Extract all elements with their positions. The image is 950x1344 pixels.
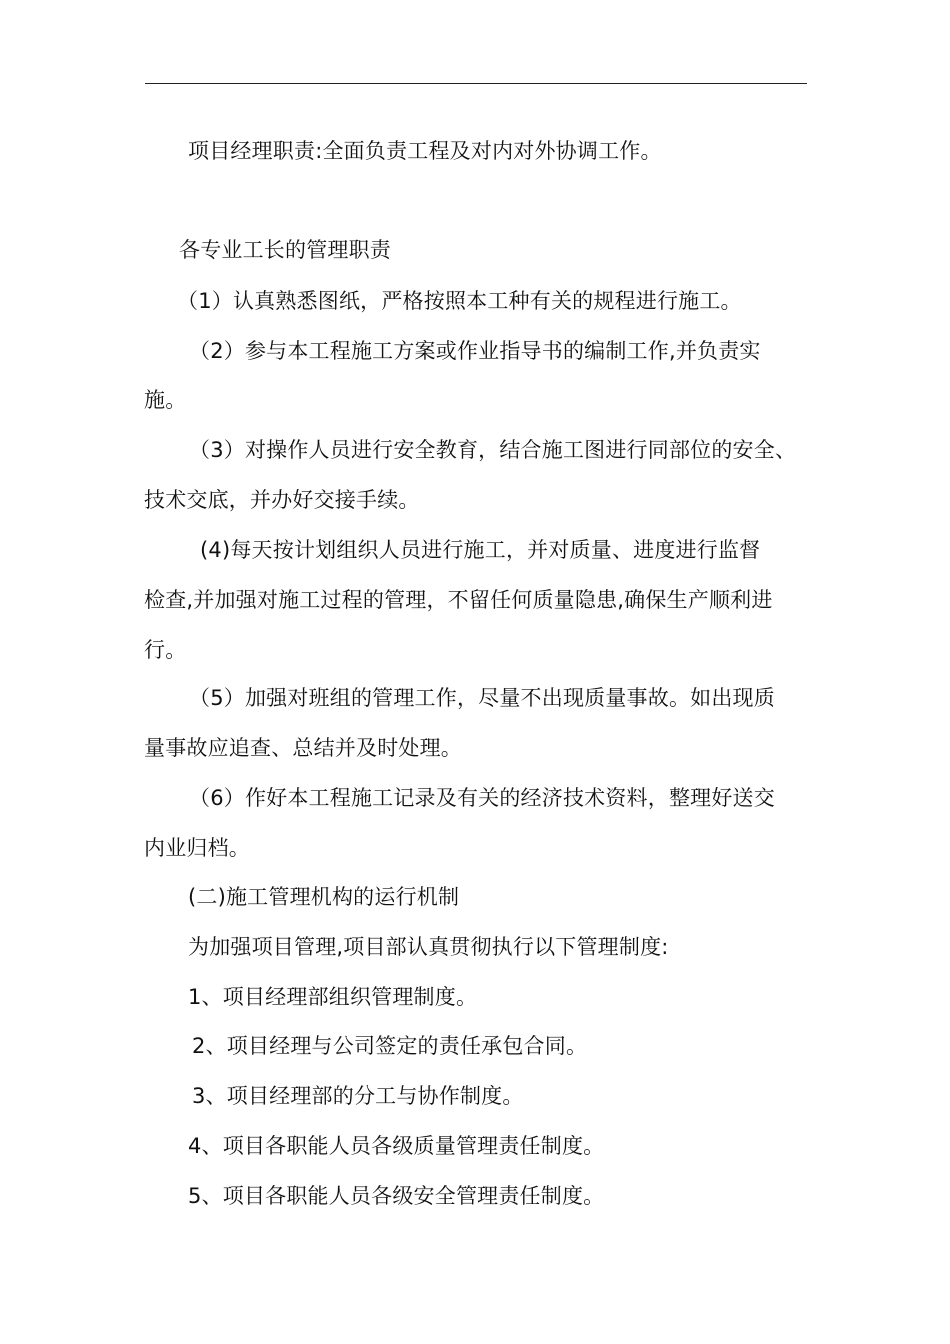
text-line-13: （6）作好本工程施工记录及有关的经济技术资料，整理好送交 [189,786,775,810]
text-line-12: 量事故应追查、总结并及时处理。 [144,736,462,760]
text-line-20: 4、项目各职能人员各级质量管理责任制度。 [188,1134,605,1158]
text-line-6: （3）对操作人员进行安全教育，结合施工图进行同部位的安全、 [189,438,797,462]
text-line-8: (4)每天按计划组织人员进行施工，并对质量、进度进行监督 [200,538,761,562]
header-rule [145,83,807,84]
text-line-16: 为加强项目管理,项目部认真贯彻执行以下管理制度: [188,935,669,959]
text-line-9: 检查,并加强对施工过程的管理，不留任何质量隐患,确保生产顺利进 [144,588,773,612]
text-line-18: 2、项目经理与公司签定的责任承包合同。 [192,1034,588,1058]
text-line-19: 3、项目经理部的分工与协作制度。 [192,1084,524,1108]
text-line-4: （2）参与本工程施工方案或作业指导书的编制工作,并负责实 [189,339,761,363]
text-line-7: 技术交底，并办好交接手续。 [144,488,420,512]
text-line-11: （5）加强对班组的管理工作，尽量不出现质量事故。如出现质 [189,686,775,710]
text-line-17: 1、项目经理部组织管理制度。 [188,985,478,1009]
text-line-21: 5、项目各职能人员各级安全管理责任制度。 [188,1184,605,1208]
text-line-5: 施。 [144,388,187,412]
text-line-3: （1）认真熟悉图纸，严格按照本工种有关的规程进行施工。 [177,289,742,313]
text-line-2: 各专业工长的管理职责 [179,238,391,262]
text-line-14: 内业归档。 [144,836,250,860]
text-line-1: 项目经理职责:全面负责工程及对内对外协调工作。 [188,139,662,163]
text-line-15: (二)施工管理机构的运行机制 [188,885,460,909]
text-line-10: 行。 [144,638,187,662]
